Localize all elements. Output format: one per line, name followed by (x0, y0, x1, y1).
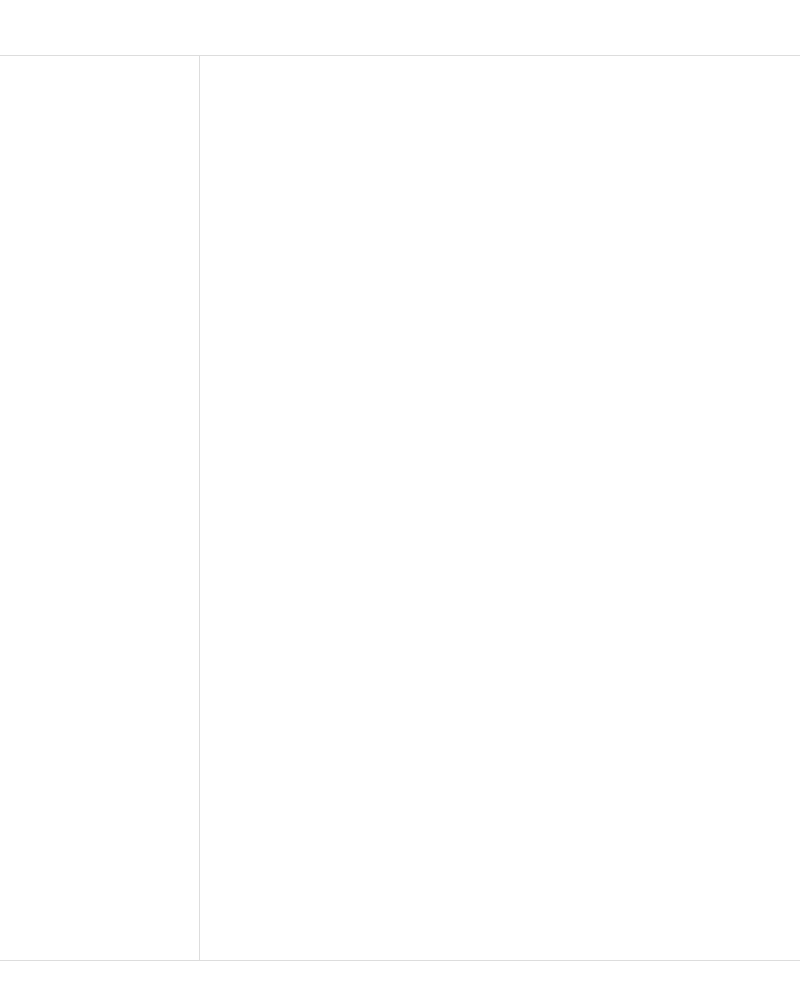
main-panel (200, 56, 800, 960)
content-area (0, 56, 800, 960)
sidebar (0, 56, 200, 960)
status-bar (0, 960, 800, 1000)
header-bar (0, 0, 800, 56)
